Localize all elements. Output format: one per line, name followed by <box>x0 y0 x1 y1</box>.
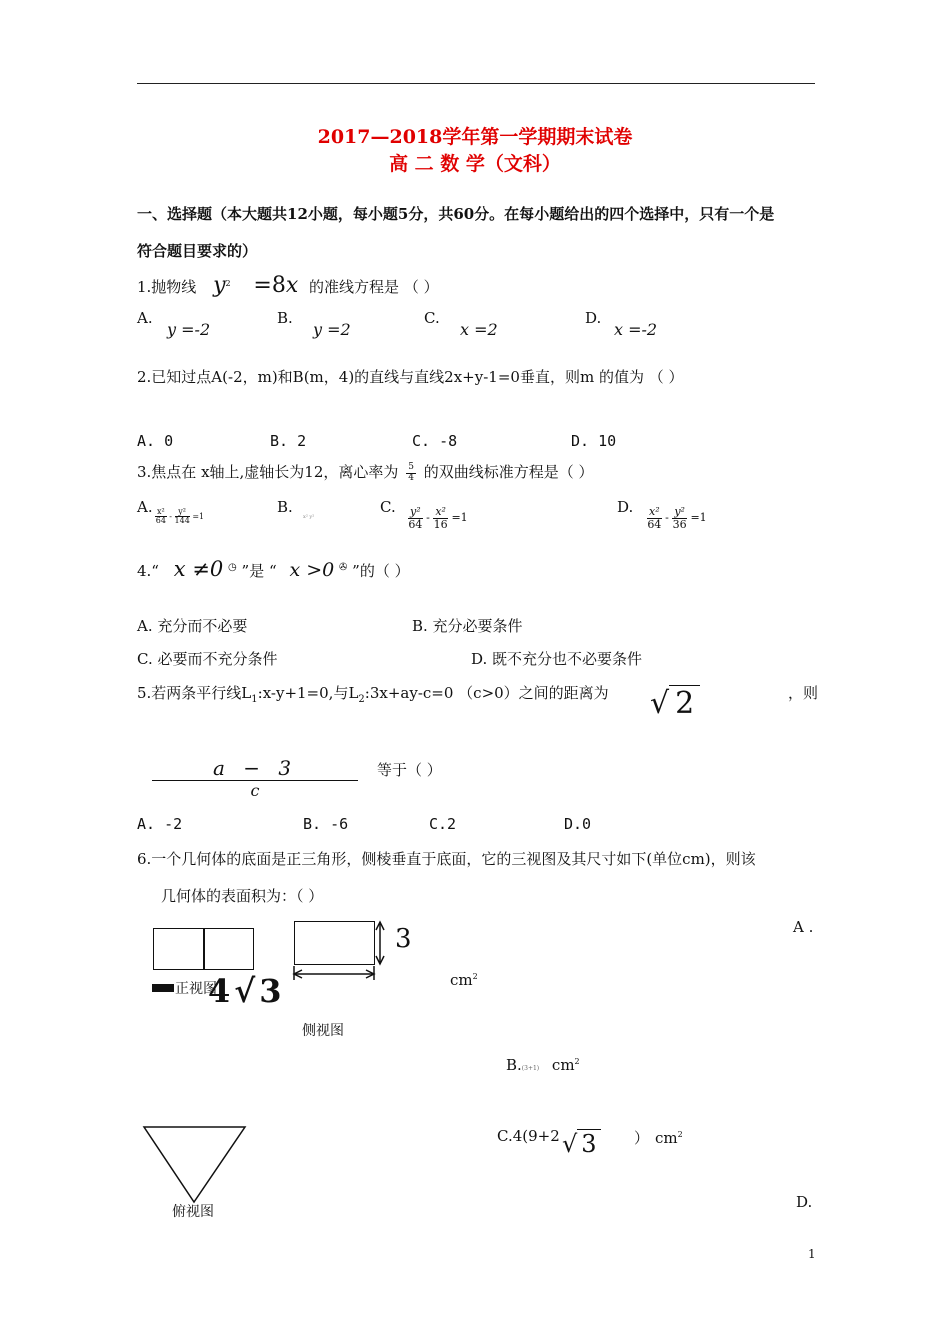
q1-option-b: y =2 <box>313 320 351 339</box>
height-dimension: 3 <box>395 924 412 954</box>
q6-option-b: B.(3+1) $cm^2$ <box>506 1056 580 1074</box>
q2-option-d: D. 10 <box>571 432 617 450</box>
section-heading: 一、选择题（本大题共12小题，每小题5分，共60分。在每小题给出的四个选择中，只有一个是 <box>137 205 775 223</box>
q4-stem: 4.“ x ≠0 ◷ ”是 “ x >0 ✇ ”的（ ） <box>137 557 410 581</box>
q2-option-c: C. -8 <box>412 432 458 450</box>
side-view-label: 侧视图 <box>302 1023 344 1039</box>
q3-option-c-equation: $\frac{\text{y²}}{64}$ - $\frac{\text{x²}}{16}$ =1 <box>408 505 468 531</box>
q1-option-d-label: D. <box>585 309 602 327</box>
q6-stem: 6.一个几何体的底面是正三角形，侧棱垂直于底面，它的三视图及其尺寸如下(单位cm)，则该 <box>137 850 756 868</box>
q5-option-b: B. -6 <box>303 815 349 833</box>
q6-option-c-tail: ） $cm^2$ <box>634 1129 683 1147</box>
q3-stem: 3.焦点在 x轴上,虚轴长为12，离心率为 $\frac{5}{4}$ 的双曲线标准方程是（ ） <box>137 462 594 483</box>
q5-equals: 等于（ ） <box>377 761 442 779</box>
q1-stem: 1.抛物线 $y^2 =8x$ 的准线方程是 （ ） <box>137 273 439 298</box>
q4-option-a: A. 充分而不必要 <box>137 617 248 635</box>
q5-sqrt-value: √ 2 <box>650 686 700 721</box>
q1-option-d: x =-2 <box>614 320 658 339</box>
exam-subtitle: 高 二 数 学（文科） <box>389 153 561 175</box>
front-view-divider <box>203 928 205 970</box>
q5-fraction: a − 3 c <box>152 756 358 800</box>
q3-option-c-label: C. <box>380 498 396 516</box>
q5-option-c: C.2 <box>429 815 457 833</box>
q5-option-a: A. -2 <box>137 815 183 833</box>
q4-option-d: D. 既不充分也不必要条件 <box>471 650 643 668</box>
exam-title: 2017—2018学年第一学期期末试卷 <box>317 126 633 148</box>
q2-option-b: B. 2 <box>270 432 307 450</box>
q3-option-d-label: D. <box>617 498 634 516</box>
header-rule <box>137 83 815 84</box>
q5-stem-tail: ，则 <box>788 684 819 702</box>
q6-option-a: A . <box>793 918 814 936</box>
clock-mark-icon: ◷ <box>228 562 237 573</box>
q1-option-a-label: A. <box>137 309 153 327</box>
front-view-label: 正视图 <box>174 978 218 998</box>
top-view-triangle <box>142 1124 248 1204</box>
q6-option-d: D. <box>796 1193 813 1211</box>
q6-option-c-sqrt: √ 3 <box>562 1130 601 1158</box>
q1-option-c: x =2 <box>460 320 498 339</box>
base-dimension: 4√3 <box>208 972 286 1010</box>
q6-stem-cont: 几何体的表面积为：（ ） <box>161 887 324 905</box>
page-number: 1 <box>808 1247 816 1261</box>
q5-option-d: D.0 <box>564 815 592 833</box>
q1-option-c-label: C. <box>424 309 440 327</box>
q3-option-a-label: A. <box>137 498 153 516</box>
q3-option-a-equation: $\frac{\text{x²}}{64}$ - $\frac{\text{y²}}{144}$ =1 <box>155 507 205 526</box>
q6-option-c: C.4(9+2 <box>497 1127 560 1145</box>
q2-stem: 2.已知过点A(-2，m)和B(m，4)的直线与直线2x+y-1=0垂直，则m 的值为 （ ） <box>137 368 684 386</box>
eccentricity-fraction: $\frac{5}{4}$ <box>408 462 414 483</box>
q1-option-a: y =-2 <box>167 320 211 339</box>
q5-stem: 5.若两条平行线$L_1:x-y+1=0$,与$L_2:3x+ay-c=0$ （c>0）之间的距离为 <box>137 684 609 705</box>
wheel-mark-icon: ✇ <box>338 562 348 573</box>
q3-option-b-equation: x² y² <box>303 514 315 520</box>
q4-option-c: C. 必要而不充分条件 <box>137 650 278 668</box>
section-heading-cont: 符合题目要求的） <box>137 242 258 260</box>
top-view-label: 俯视图 <box>172 1204 214 1220</box>
q3-option-d-equation: $\frac{\text{x²}}{64}$ - $\frac{\text{y²}}{36}$ =1 <box>647 505 707 531</box>
q1-option-b-label: B. <box>277 309 293 327</box>
q2-option-a: A. 0 <box>137 432 174 450</box>
q4-option-b: B. 充分必要条件 <box>412 617 523 635</box>
q3-option-b-label: B. <box>277 498 293 516</box>
q6-option-a-unit: $cm^2$ <box>450 971 478 989</box>
